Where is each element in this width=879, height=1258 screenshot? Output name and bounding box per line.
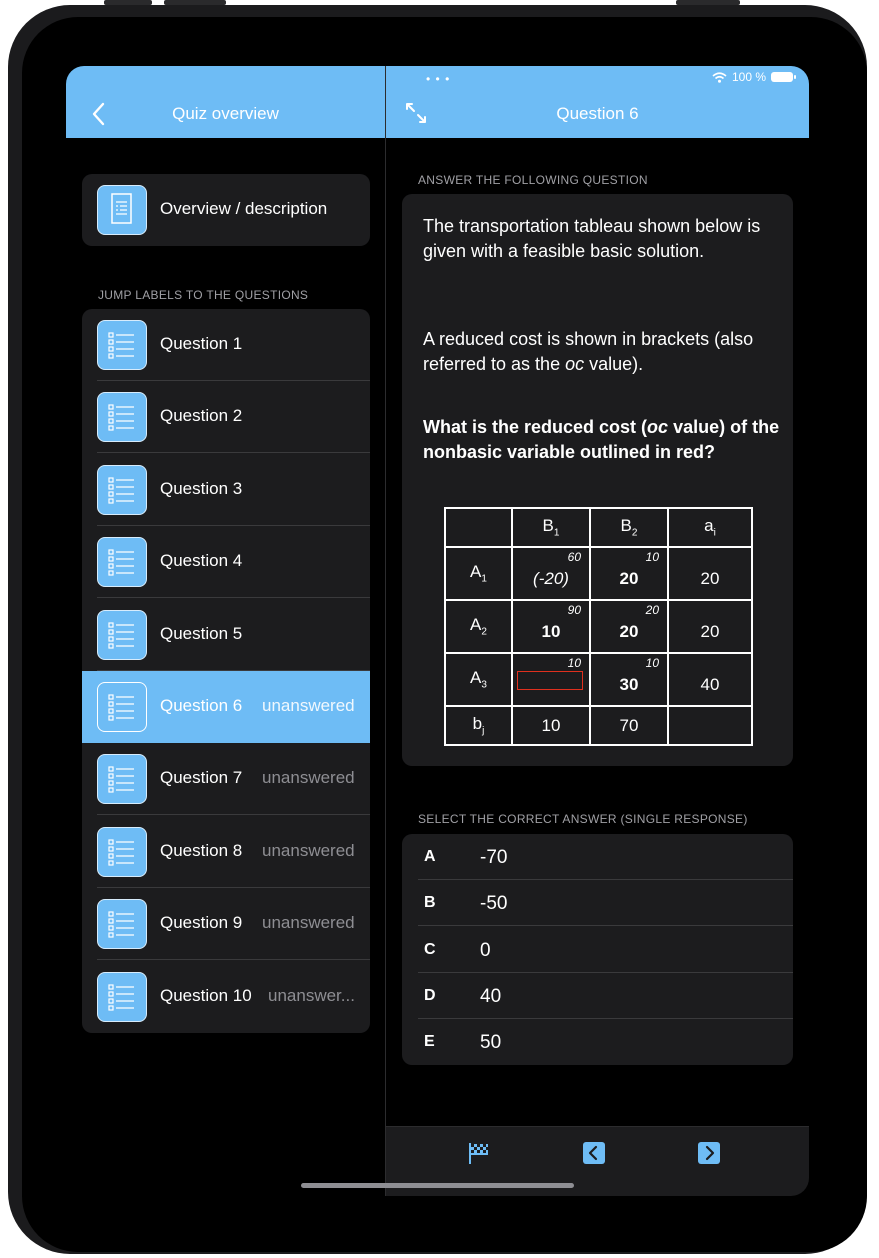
tableau-header-b2: $B_2$ bbox=[590, 508, 668, 547]
overview-card bbox=[82, 174, 370, 246]
question-row[interactable] bbox=[82, 454, 370, 526]
question-status: unanswered bbox=[262, 768, 355, 788]
tableau-demand: 70 bbox=[590, 706, 668, 745]
question-paragraph-2: A reduced cost is shown in brackets (also referred to as the oc value). bbox=[423, 329, 754, 374]
question-row[interactable] bbox=[82, 599, 370, 671]
tableau-cell-outlined: 10 bbox=[512, 653, 590, 706]
tableau-cell: 90 10 bbox=[512, 600, 590, 653]
list-icon bbox=[97, 392, 147, 442]
battery-icon bbox=[771, 72, 793, 82]
multitask-dots[interactable]: • • • bbox=[426, 72, 451, 86]
answer-option[interactable] bbox=[418, 1019, 793, 1065]
tableau-cell: 60 (-20) bbox=[512, 547, 590, 600]
answer-value: -50 bbox=[480, 893, 508, 915]
tableau-supply: 20 bbox=[668, 600, 752, 653]
red-outline-box bbox=[517, 671, 583, 690]
chevron-right-square-icon[interactable] bbox=[697, 1141, 721, 1165]
question-row[interactable] bbox=[82, 526, 370, 598]
tableau-row-label: $A_2$ bbox=[445, 600, 512, 653]
question-label: Question 10 bbox=[160, 985, 252, 1005]
tableau-cell: 20 20 bbox=[590, 600, 668, 653]
answer-option[interactable] bbox=[418, 927, 793, 973]
question-row[interactable] bbox=[82, 961, 370, 1033]
answer-value: 40 bbox=[480, 985, 502, 1007]
answer-letter: A bbox=[424, 848, 436, 865]
tableau-supply: 40 bbox=[668, 653, 752, 706]
status-bar bbox=[712, 70, 793, 84]
question-label: Question 4 bbox=[160, 551, 243, 571]
tableau-supply: 20 bbox=[668, 547, 752, 600]
tableau-corner bbox=[445, 508, 512, 547]
list-icon bbox=[97, 827, 147, 877]
answer-letter: C bbox=[424, 940, 436, 958]
tableau-demand: 10 bbox=[512, 706, 590, 745]
transportation-tableau bbox=[444, 507, 753, 746]
sidebar bbox=[66, 66, 385, 1196]
tableau-cell: 10 30 bbox=[590, 653, 668, 706]
question-label: Question 1 bbox=[160, 334, 243, 353]
answer-section-label: SELECT THE CORRECT ANSWER (SINGLE RESPONSE) bbox=[418, 812, 748, 826]
question-label: Question 9 bbox=[160, 913, 243, 933]
question-label: Question 2 bbox=[160, 406, 243, 426]
answer-option[interactable] bbox=[418, 834, 793, 880]
overview-row[interactable] bbox=[82, 174, 370, 246]
question-status: unanswered bbox=[262, 840, 355, 860]
question-row[interactable] bbox=[82, 743, 370, 815]
answer-value: 0 bbox=[480, 939, 491, 961]
list-icon bbox=[97, 899, 147, 949]
question-row[interactable] bbox=[82, 816, 370, 888]
overview-label: Overview / description bbox=[160, 199, 328, 218]
list-icon bbox=[97, 754, 147, 804]
tableau-header-supply: $a_i$ bbox=[668, 508, 752, 547]
question-status: unanswer... bbox=[268, 985, 355, 1005]
question-list bbox=[82, 309, 370, 1033]
checkered-flag-icon[interactable] bbox=[467, 1141, 491, 1165]
list-icon bbox=[97, 972, 147, 1022]
question-status: unanswered bbox=[262, 696, 355, 715]
question-row[interactable] bbox=[82, 671, 370, 743]
question-pane bbox=[386, 66, 809, 1196]
sidebar-title: Quiz overview bbox=[172, 104, 279, 123]
document-icon bbox=[97, 185, 147, 235]
tableau-row-label: $A_3$ bbox=[445, 653, 512, 706]
tableau-header-b1: $B_1$ bbox=[512, 508, 590, 547]
list-icon bbox=[97, 682, 147, 732]
list-icon bbox=[97, 465, 147, 515]
answer-option[interactable] bbox=[418, 973, 793, 1019]
chevron-left-square-icon[interactable] bbox=[582, 1141, 606, 1165]
list-icon bbox=[97, 320, 147, 370]
question-paragraph-1: The transportation tableau shown below is given with a feasible basic solution. bbox=[423, 216, 761, 261]
question-label: Question 6 bbox=[160, 696, 243, 715]
tableau-cell: 10 20 bbox=[590, 547, 668, 600]
question-navbar bbox=[386, 66, 809, 138]
answer-letter: D bbox=[424, 986, 436, 1004]
question-card bbox=[402, 194, 793, 766]
question-title: Question 6 bbox=[556, 104, 639, 123]
question-row[interactable] bbox=[82, 309, 370, 381]
question-label: Question 7 bbox=[160, 768, 243, 788]
wifi-icon bbox=[712, 72, 727, 83]
answer-option[interactable] bbox=[418, 880, 793, 926]
tableau-demand bbox=[668, 706, 752, 745]
question-prompt: What is the reduced cost (oc value) of the nonbasic variable outlined in red? bbox=[423, 417, 780, 462]
question-label: Question 5 bbox=[160, 623, 243, 643]
screen bbox=[66, 66, 809, 1196]
answer-value: -70 bbox=[480, 847, 508, 868]
jump-section-label: JUMP LABELS TO THE QUESTIONS bbox=[98, 288, 309, 302]
answer-value: 50 bbox=[480, 1032, 502, 1054]
question-row[interactable] bbox=[82, 381, 370, 453]
question-row[interactable] bbox=[82, 888, 370, 960]
question-label: Question 8 bbox=[160, 840, 243, 860]
question-status: unanswered bbox=[262, 913, 355, 933]
answer-list bbox=[402, 834, 793, 1065]
tableau-demand-label: $b_j$ bbox=[445, 706, 512, 745]
question-label: Question 3 bbox=[160, 478, 243, 498]
answer-letter: E bbox=[424, 1033, 435, 1051]
list-icon bbox=[97, 537, 147, 587]
list-icon bbox=[97, 610, 147, 660]
home-indicator[interactable] bbox=[301, 1183, 574, 1188]
question-section-label: ANSWER THE FOLLOWING QUESTION bbox=[418, 173, 648, 187]
sidebar-navbar bbox=[66, 66, 385, 138]
battery-percent: 100 % bbox=[731, 70, 766, 84]
answer-letter: B bbox=[424, 894, 436, 912]
tableau-row-label: $A_1$ bbox=[445, 547, 512, 600]
